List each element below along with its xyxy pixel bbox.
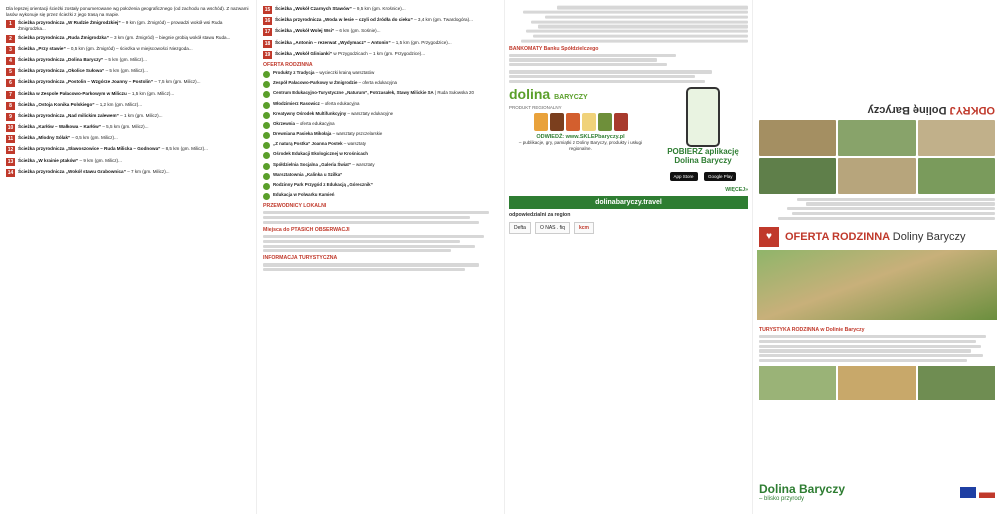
odpowiedzialni-heading: odpowiedzialni za region bbox=[509, 212, 571, 219]
route-number: 6 bbox=[6, 79, 15, 87]
route-name: Ścieżka przyrodnicza „Postolin – Wzgórze Joanny – Postolin” bbox=[18, 79, 154, 85]
route-item bbox=[6, 135, 250, 143]
oferta-title: OFERTA RODZINNA Doliny Baryczy bbox=[785, 231, 966, 243]
leaf-icon bbox=[263, 91, 270, 98]
route-text bbox=[18, 113, 163, 121]
cover-photos bbox=[759, 120, 995, 194]
offer-text bbox=[273, 192, 335, 197]
route-number: 19 bbox=[264, 51, 271, 58]
offer-name: Spółdzielnia Socjalna „Galeria Świat” bbox=[273, 161, 352, 167]
cover-upside bbox=[753, 0, 1000, 224]
google-play-button[interactable]: Google Play bbox=[704, 172, 737, 181]
phone-image bbox=[686, 87, 720, 147]
route-item bbox=[6, 124, 250, 132]
route-text bbox=[18, 124, 149, 132]
route-number: 14 bbox=[7, 169, 14, 176]
route-item bbox=[6, 146, 250, 154]
przewodnicy-text bbox=[263, 211, 498, 224]
route-text bbox=[18, 102, 142, 110]
route-description: – 0,5 km (gm. Żmigród) – ścieżka w miejscowości Niezgoda... bbox=[67, 45, 193, 51]
cover-front bbox=[753, 224, 1000, 514]
route-number: 15 bbox=[264, 7, 271, 13]
route-text bbox=[275, 6, 406, 14]
route-text bbox=[18, 20, 250, 31]
route-description: – 6 km (gm. Sośnie)... bbox=[335, 28, 381, 34]
route-description: – 1 km (gm. Milicz)... bbox=[120, 112, 163, 118]
offer-item bbox=[263, 111, 498, 119]
offer-description: – oferta edukacyjna bbox=[296, 120, 335, 126]
info-lines bbox=[509, 6, 748, 43]
route-description: – 0,5 km (gm. Milicz)... bbox=[71, 135, 118, 141]
leaf-icon bbox=[263, 112, 270, 119]
route-name: Ścieżka „Ostoja Konika Polskiego” bbox=[18, 101, 95, 107]
offer-name: Centrum Edukacyjno-Turystyczne „Naturum”, Potrzasałek, Stawy Milickie SA bbox=[273, 90, 434, 96]
offer-name: Drewniana Pasieka Mikołaja bbox=[273, 131, 332, 137]
places-list bbox=[263, 70, 498, 200]
route-name: Ścieżka przyrodnicza „Nad milickim zalewem” bbox=[18, 112, 119, 118]
offer-name: Produkty z Tradycja bbox=[273, 69, 315, 75]
route-item bbox=[6, 20, 250, 31]
partner-logos bbox=[509, 222, 748, 234]
offer-name: Warsztatownia „Kalinka u Szilka” bbox=[273, 171, 343, 177]
route-text bbox=[275, 51, 425, 59]
route-number: 16 bbox=[264, 18, 271, 25]
offer-name: Okrzewnia bbox=[273, 120, 295, 126]
offer-item bbox=[263, 131, 498, 139]
route-name: Ścieżka „Przy stawie” bbox=[18, 45, 66, 51]
offer-description: – wycieczki krainą warsztatów bbox=[315, 69, 375, 75]
przewodnicy-heading: PRZEWODNICY LOKALNI bbox=[263, 203, 327, 210]
route-name: Ścieżka przyrodnicza „Okolice Sułowa” bbox=[18, 68, 105, 74]
route-item bbox=[6, 91, 250, 99]
route-description: – 5 km (gm. Milicz)... bbox=[104, 56, 147, 62]
offer-description: – warsztaty bbox=[352, 161, 375, 167]
route-number: 9 bbox=[6, 113, 15, 121]
route-number: 5 bbox=[6, 68, 15, 76]
route-item bbox=[6, 169, 250, 177]
odkryj-title: ODKRYJ Dolinę Baryczy bbox=[867, 103, 995, 116]
offer-text bbox=[273, 111, 393, 116]
route-name: Ścieżka przyrodnicza „Ruda Żmigrodzka” bbox=[18, 34, 109, 40]
route-number: 11 bbox=[7, 136, 14, 143]
route-description: – 3 km (gm. Żmigród) – biegnie grobią wokół stawu Ruda... bbox=[110, 34, 231, 40]
route-name: Ścieżka „Antonin – rezerwat „Wydymacz” – Antonin” bbox=[275, 39, 391, 45]
offer-text bbox=[273, 162, 375, 167]
family-icon: ♥ bbox=[759, 227, 779, 247]
offer-item bbox=[263, 80, 498, 88]
leaf-icon bbox=[263, 132, 270, 139]
route-number: 10 bbox=[7, 125, 14, 132]
route-text bbox=[18, 158, 122, 166]
app-box bbox=[509, 87, 748, 183]
offer-text bbox=[273, 121, 335, 126]
website-url[interactable]: dolinabaryczy.travel bbox=[509, 196, 748, 209]
route-name: Ścieżka przyrodnicza „Dolina Baryczy” bbox=[18, 56, 104, 62]
route-number: 1 bbox=[6, 20, 15, 28]
route-text bbox=[18, 46, 193, 54]
route-item bbox=[263, 40, 498, 48]
route-name: Ścieżka „W krainie ptaków” bbox=[18, 157, 79, 163]
colophon-lines bbox=[759, 198, 995, 220]
offer-item bbox=[263, 151, 498, 159]
leaf-icon bbox=[263, 193, 270, 200]
offer-text bbox=[273, 141, 366, 146]
offer-name: Zespół Pałacowo-Parkowy w Żmigrodzie bbox=[273, 80, 358, 86]
partner-logo: O NAS . fiq bbox=[535, 222, 570, 234]
route-description: – 5,5 km (gm. Milicz)... bbox=[102, 124, 149, 130]
app-store-button[interactable]: App Store bbox=[670, 172, 698, 181]
partner-logo: kcm bbox=[574, 222, 594, 234]
app-title: POBIERZ aplikację Dolina Baryczy bbox=[667, 147, 739, 166]
route-number: 13 bbox=[7, 158, 14, 165]
eu-flag-icon bbox=[960, 487, 976, 498]
hero-photo bbox=[757, 250, 997, 320]
offer-item bbox=[263, 182, 498, 190]
offer-item bbox=[263, 101, 498, 109]
route-text bbox=[18, 57, 147, 65]
offer-name: Ośrodek Edukacji Ekologicznej w Krośnicach bbox=[273, 151, 368, 157]
offer-description: – oferta edukacyjna bbox=[321, 100, 360, 106]
route-description: – 5 km (gm. Milicz)... bbox=[105, 68, 148, 74]
route-name: Ścieżka „Mlodny Sólak” bbox=[18, 135, 71, 141]
certificate-lines bbox=[509, 70, 748, 83]
route-text bbox=[18, 79, 201, 87]
miejsca-text bbox=[263, 235, 498, 253]
miejsca-heading: Miejsca do PTASICH OBSERWACJI bbox=[263, 226, 350, 233]
route-item bbox=[263, 28, 498, 36]
offer-item bbox=[263, 141, 498, 149]
oferta-heading: OFERTA RODZINNA bbox=[263, 61, 313, 68]
panel-routes bbox=[0, 0, 256, 514]
route-number: 18 bbox=[264, 40, 271, 47]
partner-logo: Defta bbox=[509, 222, 531, 234]
info-upside-block bbox=[509, 6, 748, 43]
route-item bbox=[263, 51, 498, 59]
route-text bbox=[18, 91, 174, 99]
offer-text bbox=[273, 172, 342, 177]
family-gallery bbox=[753, 366, 1000, 400]
offer-text bbox=[273, 80, 397, 85]
offer-name: Kreatywny Ośrodek Multifunkcyjny bbox=[273, 110, 347, 116]
offer-item bbox=[263, 172, 498, 180]
leaf-icon bbox=[263, 152, 270, 159]
route-item bbox=[263, 6, 498, 14]
offer-description: – warsztaty edukacyjne bbox=[347, 110, 394, 116]
route-description: – 7 km (gm. Milicz)... bbox=[127, 168, 170, 174]
route-number: 17 bbox=[264, 29, 271, 36]
route-number: 7 bbox=[6, 91, 15, 99]
dolina-logo-sub: PRODUKT REGIONALNY bbox=[509, 105, 562, 111]
bank-lines bbox=[509, 54, 748, 67]
route-description: – 1,2 km (gm. Milicz)... bbox=[95, 101, 143, 107]
leaf-icon bbox=[263, 122, 270, 129]
route-description: – 9,5 km (gm. Krośnice)... bbox=[353, 6, 406, 11]
offer-text bbox=[273, 90, 474, 95]
intro-text: Dla lepszej orientacji ścieżki zostały ponumerowane wg położenia geograficznego (od zachodu na wschód). Z nazwami lasów wykonuje się przez ścieżki z jego trasą na mapie. bbox=[6, 6, 249, 17]
offer-description: – oferta edukacyjna bbox=[358, 80, 397, 86]
offer-item bbox=[263, 121, 498, 129]
route-item bbox=[6, 158, 250, 166]
route-name: Ścieżka przyrodnicza „Woda w lesie – czyli od źródła do cieku” bbox=[275, 17, 413, 23]
route-description: – 1,5 km (gm. Przygodzice)... bbox=[391, 39, 452, 45]
offer-text bbox=[273, 151, 368, 156]
route-item bbox=[6, 102, 250, 110]
route-item bbox=[6, 46, 250, 54]
route-item bbox=[6, 68, 250, 76]
route-text bbox=[275, 40, 452, 48]
route-description: – 9 km (gm. Milicz)... bbox=[79, 157, 122, 163]
route-item bbox=[6, 113, 250, 121]
route-name: Ścieżka w Zespole Pałacowo-Parkowym w Miliczu bbox=[18, 90, 127, 96]
route-description: – 1,5 km (gm. Milicz)... bbox=[128, 90, 175, 96]
offer-name: Włodzimierz Rasowicz bbox=[273, 100, 320, 106]
offer-description: – warsztaty bbox=[343, 141, 366, 147]
route-description: – 9 km (gm. Żmigród) – prowadzi wokół wsi Ruda Żmigrodzka... bbox=[18, 20, 223, 31]
cover-footer bbox=[753, 470, 1000, 514]
route-description: – 3,4 km (gm. Twardogóra)... bbox=[414, 17, 473, 23]
route-name: Ścieżka przyrodnicza „Wokół stawu Grabownica” bbox=[18, 168, 126, 174]
route-name: Ścieżka „Wokół Glinianki” bbox=[275, 50, 333, 56]
route-item bbox=[263, 17, 498, 25]
route-description: w Przygodzicach – 1 km (gm. Przygodzice)... bbox=[333, 50, 426, 56]
leaf-icon bbox=[263, 102, 270, 109]
shop-link[interactable]: ODWIEDŹ: www.SKLEPbaryczy.pl bbox=[536, 134, 625, 141]
offer-text bbox=[273, 70, 374, 75]
offer-name: „Z naturą Postka” Joanna Postek bbox=[273, 141, 343, 147]
route-text bbox=[18, 68, 148, 76]
route-text bbox=[18, 169, 170, 177]
offer-description: – warsztaty pszczelarskie bbox=[332, 131, 383, 137]
turystyka-heading: TURYSTYKA RODZINNA w Dolinie Baryczy bbox=[759, 327, 865, 333]
route-text bbox=[275, 28, 381, 36]
leaf-icon bbox=[263, 183, 270, 190]
route-number: 2 bbox=[6, 35, 15, 43]
leaf-icon bbox=[263, 142, 270, 149]
route-item bbox=[6, 35, 250, 43]
route-text bbox=[275, 17, 473, 25]
leaf-icon bbox=[263, 81, 270, 88]
route-name: Ścieżka przyrodnicza „Sławoszowice – Ruda Milicka – Godnowa” bbox=[18, 146, 161, 152]
offer-text bbox=[273, 182, 373, 187]
products-image bbox=[509, 113, 652, 131]
eu-logos bbox=[960, 487, 995, 498]
routes-list bbox=[6, 20, 250, 177]
route-name: Ścieżka przyrodnicza „W Rudzie Żmigrodzkiej” bbox=[18, 20, 121, 26]
route-number: 3 bbox=[6, 46, 15, 54]
turystyka-text bbox=[753, 320, 1000, 366]
offer-name: Edukacja w Folwarku Kamień bbox=[273, 192, 335, 198]
dolina-logo: dolina BARYCZY bbox=[509, 86, 588, 103]
poland-flag-icon bbox=[979, 487, 995, 498]
offer-item bbox=[263, 192, 498, 200]
route-number: 12 bbox=[7, 147, 14, 154]
offer-item bbox=[263, 162, 498, 170]
route-item bbox=[6, 57, 250, 65]
route-name: Ścieżka „Wokół Wolej Wsi” bbox=[275, 28, 335, 34]
footer-sub: – blisko przyrody bbox=[759, 496, 805, 502]
informacja-text bbox=[263, 263, 498, 271]
leaf-icon bbox=[263, 71, 270, 78]
footer-title: Dolina Baryczy bbox=[759, 482, 846, 496]
route-text bbox=[18, 35, 230, 43]
offer-text bbox=[273, 131, 382, 136]
route-text bbox=[18, 146, 208, 154]
leaf-icon bbox=[263, 173, 270, 180]
route-number: 4 bbox=[6, 57, 15, 65]
route-name: Ścieżka „Wokół Czarnych Stawów” bbox=[275, 6, 352, 11]
bank-title: BANKOMATY Banku Spółdzielczego bbox=[509, 45, 599, 52]
panel-offers bbox=[256, 0, 504, 514]
leaf-icon bbox=[263, 163, 270, 170]
offer-name: Rodzinny Park Przygód z Edukacją „Górecznik” bbox=[273, 182, 373, 187]
panel-cover bbox=[752, 0, 1000, 514]
informacja-heading: INFORMACJA TURYSTYCZNA bbox=[263, 255, 338, 262]
offer-item bbox=[263, 70, 498, 78]
route-description: – 7,5 km (gm. Milicz)... bbox=[154, 79, 201, 85]
route-text bbox=[18, 135, 118, 143]
routes-list-2 bbox=[263, 6, 498, 59]
route-description: – 8,5 km (gm. Milicz)... bbox=[161, 146, 208, 152]
oferta-header bbox=[753, 224, 1000, 250]
offer-item bbox=[263, 90, 498, 98]
shop-sub: – publikacje, gry, pamiątki z Doliny Baryczy, produkty i usługi regionalne. bbox=[518, 140, 643, 151]
route-item bbox=[6, 79, 250, 87]
route-name: Ścieżka „Karłów – Wałkowa – Karłów” bbox=[18, 124, 102, 130]
wiecej-link[interactable]: WIĘCEJ» bbox=[725, 187, 748, 194]
offer-text bbox=[273, 101, 359, 106]
offer-description: | Ruda Sułowska 20 bbox=[434, 90, 474, 96]
route-number: 8 bbox=[6, 102, 15, 110]
panel-info bbox=[504, 0, 752, 514]
